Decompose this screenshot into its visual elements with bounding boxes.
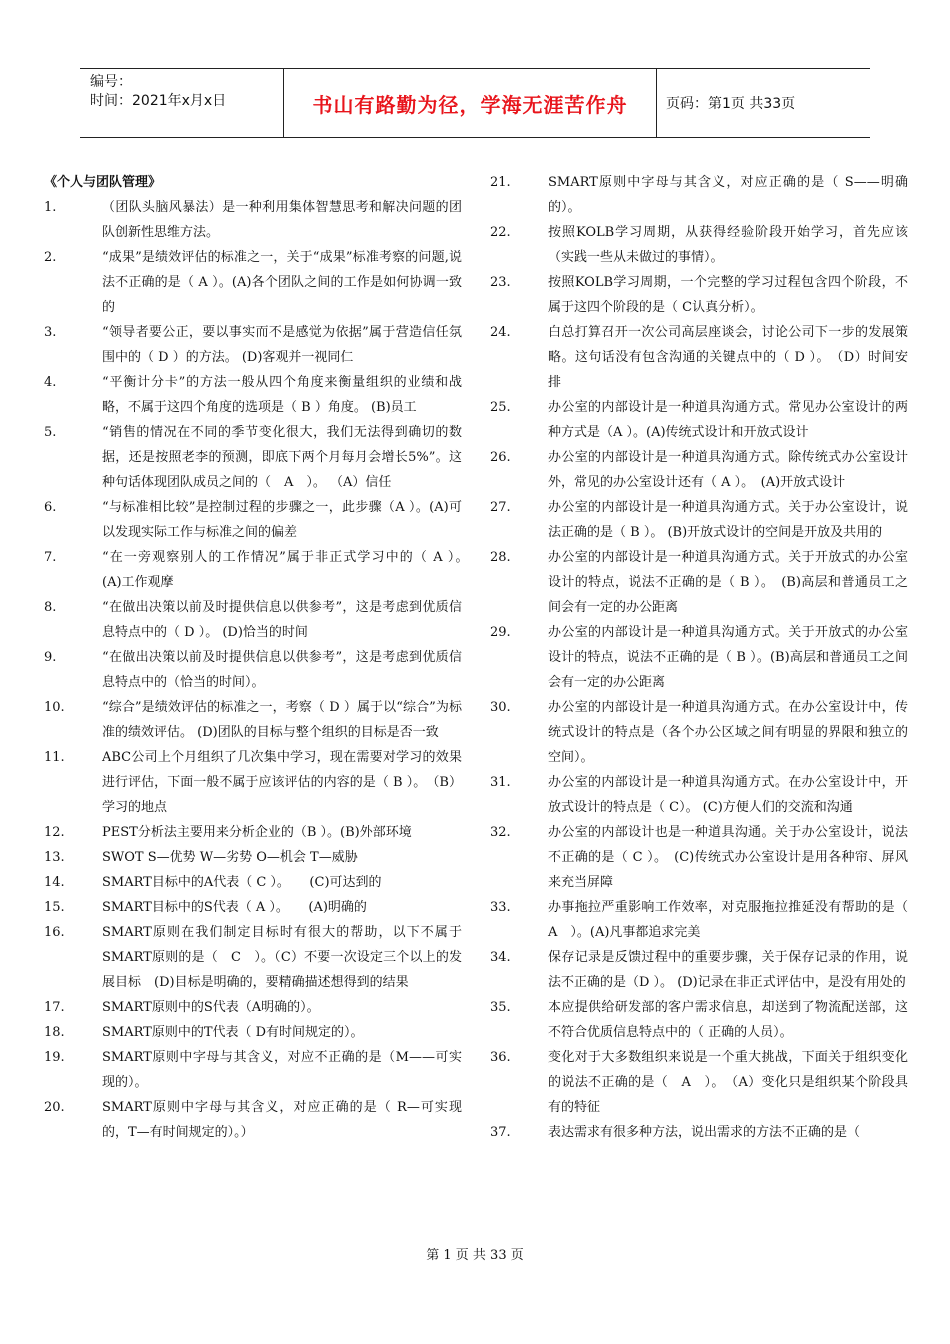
question-text: 办事拖拉严重影响工作效率，对克服拖拉推延没有帮助的是（ A ）。(A)凡事都追求完美 [548,900,922,940]
question-number: 4. [44,375,57,390]
question-text: “在做出决策以前及时提供信息以供参考”，这是考虑到优质信息特点中的（ D ）。 (D)恰当的时间 [102,600,462,640]
question-text: 保存记录是反馈过程中的重要步骤，关于保存记录的作用，说法不正确的是（D ）。 (D)记录在非正式评估中，是没有用处的 [548,950,908,990]
question-text: 办公室的内部设计是一种道具沟通方式。关于开放式的办公室设计的特点，说法不正确的是（ B ）。 (B)高层和普通员工之间会有一定的办公距离 [548,550,908,615]
question-text: SMART原则中字母与其含义，对应正确的是（ S——明确的）。 [548,175,908,215]
question-item [490,1045,910,1120]
question-text: 白总打算召开一次公司高层座谈会，讨论公司下一步的发展策略。这句话没有包含沟通的关键点中的（ D ）。 （D）时间安排 [548,325,908,390]
question-item [490,695,910,770]
question-text: SMART原则在我们制定目标时有很大的帮助，以下不属于SMART原则的是（ C ）。（C）不要一次设定三个以上的发展目标 (D)目标是明确的，要精确描述想得到的结果 [102,925,462,990]
question-item [44,495,464,545]
question-text: （团队头脑风暴法）是一种利用集体智慧思考和解决问题的团队创新性思维方法。 [102,200,462,240]
question-number: 9. [44,650,57,665]
question-text: 办公室的内部设计是一种道具沟通方式。在办公室设计中，传统式设计的特点是（各个办公区域之间有明显的界限和独立的空间）。 [548,700,908,765]
header-page-cell [656,69,870,137]
question-number: 3. [44,325,57,340]
question-text: 按照KOLB学习周期，从获得经验阶段开始学习，首先应该（实践一些从未做过的事情）。 [548,225,908,265]
question-item [44,1045,464,1095]
question-text: “在做出决策以前及时提供信息以供参考”，这是考虑到优质信息特点中的（恰当的时间）。 [102,650,462,690]
question-item [44,245,464,320]
question-text: 办公室的内部设计是一种道具沟通方式。除传统式办公室设计外，常见的办公室设计还有（ A ）。 (A)开放式设计 [548,450,908,490]
question-item [490,320,910,395]
question-number: 15. [44,900,65,915]
question-number: 21. [490,175,511,190]
question-item [490,620,910,695]
question-number: 37. [490,1125,511,1140]
question-text: SWOT S—优势 W—劣势 O—机会 T—威胁 [102,850,358,865]
question-number: 31. [490,775,511,790]
question-item [490,270,910,320]
question-item [44,545,489,595]
question-number: 6. [44,500,57,515]
question-text: “与标准相比较”是控制过程的步骤之一，此步骤（A ）。(A)可以发现实际工作与标准之间的偏差 [102,500,462,540]
question-item [490,770,910,820]
question-item [490,445,910,495]
question-number: 27. [490,500,511,515]
question-text: 办公室的内部设计也是一种道具沟通。关于办公室设计，说法不正确的是（ C ）。 (C)传统式办公室设计是用各种帘、屏风来充当屏障 [548,825,908,890]
code-label: 编号： [90,74,132,90]
question-number: 10. [44,700,65,715]
question-number: 5. [44,425,57,440]
question-text: 办公室的内部设计是一种道具沟通方式。关于办公室设计，说法正确的是（ B ）。 (B)开放式设计的空间是开放及共用的 [548,500,908,540]
question-number: 20. [44,1100,65,1115]
question-item [490,495,910,545]
question-number: 33. [490,900,511,915]
motto-text: 书山有路勤为径，学海无涯苦作舟 [312,92,628,117]
question-number: 1. [44,200,57,215]
question-text: SMART原则中字母与其含义，对应正确的是（ R—可实现的，T—有时间规定的）。） [102,1100,462,1140]
question-text: “在一旁观察别人的工作情况”属于非正式学习中的（ A ）。 (A)工作观摩 [102,550,489,590]
question-text: 按照KOLB学习周期，一个完整的学习过程包含四个阶段，不属于这四个阶段的是（ C认真分析）。 [548,275,908,315]
question-number: 26. [490,450,511,465]
question-item [44,820,464,845]
question-number: 24. [490,325,511,340]
question-item [44,320,464,370]
question-item [490,820,910,895]
question-item [44,845,464,870]
question-item [44,870,464,895]
question-item [44,1095,464,1145]
question-number: 14. [44,875,65,890]
question-number: 32. [490,825,511,840]
question-item [44,895,464,920]
page-footer: 第 1 页 共 33 页 [426,1248,524,1263]
question-text: SMART原则中的T代表（ D有时间规定的）。 [102,1025,364,1040]
question-text: “成果”是绩效评估的标准之一，关于“成果”标准考察的问题,说法不正确的是（ A ）。(A)各个团队之间的工作是如何协调一致的 [102,250,462,315]
question-item [44,995,464,1020]
question-text: SMART原则中的S代表（A明确的）。 [102,1000,320,1015]
question-text: 办公室的内部设计是一种道具沟通方式。关于开放式的办公室设计的特点，说法不正确的是（ B ）。(B)高层和普通员工之间会有一定的办公距离 [548,625,908,690]
question-item [44,695,464,745]
time-label: 时间：2021年x月x日 [90,93,227,109]
question-number: 29. [490,625,511,640]
question-number: 35. [490,1000,511,1015]
question-text: “综合”是绩效评估的标准之一，考察（ D ）属于以“综合”为标准的绩效评估。 (D)团队的目标与整个组织的目标是否一致 [102,700,462,740]
question-item [490,995,910,1045]
question-text: PEST分析法主要用来分析企业的（B ）。(B)外部环境 [102,825,412,840]
question-item [490,895,922,945]
question-item [44,595,464,645]
question-item [44,745,464,820]
question-text: “销售的情况在不同的季节变化很大，我们无法得到确切的数据，还是按照老李的预测，即底下两个月每月会增长5%”。这种句话体现团队成员之间的（ A ）。 （A）信任 [102,425,462,490]
page-header [80,68,870,138]
question-number: 25. [490,400,511,415]
question-number: 13. [44,850,65,865]
question-item [44,370,464,420]
question-number: 22. [490,225,511,240]
question-number: 18. [44,1025,65,1040]
question-item [490,945,910,995]
question-item [490,1120,910,1145]
question-number: 16. [44,925,65,940]
question-item [490,545,910,620]
question-number: 23. [490,275,511,290]
question-item [44,1020,464,1045]
right-column [490,170,922,1145]
question-number: 36. [490,1050,511,1065]
question-text: 办公室的内部设计是一种道具沟通方式。在办公室设计中，开放式设计的特点是（ C）。 (C)方便人们的交流和沟通 [548,775,908,815]
question-number: 17. [44,1000,65,1015]
question-number: 34. [490,950,511,965]
question-number: 19. [44,1050,65,1065]
question-number: 30. [490,700,511,715]
question-item [44,195,464,245]
question-number: 28. [490,550,511,565]
question-item [490,220,910,270]
question-text: SMART原则中字母与其含义，对应不正确的是（M——可实现的）。 [102,1050,462,1090]
question-item [44,920,464,995]
question-text: 变化对于大多数组织来说是一个重大挑战，下面关于组织变化的说法不正确的是（ A ）。 （A）变化只是组织某个阶段具有的特征 [548,1050,908,1115]
question-number: 8. [44,600,57,615]
question-text: 办公室的内部设计是一种道具沟通方式。常见办公室设计的两种方式是（A ）。(A)传统式设计和开放式设计 [548,400,908,440]
header-motto-cell [283,69,657,137]
question-number: 7. [44,550,57,565]
question-item [490,395,910,445]
question-item [44,645,464,695]
section-title: 《个人与团队管理》 [44,175,162,190]
question-text: 表达需求有很多种方法，说出需求的方法不正确的是（ [548,1125,861,1140]
question-text: SMART目标中的A代表（ C ）。 (C)可达到的 [102,875,382,890]
question-text: “领导者要公正，要以事实而不是感觉为依据”属于营造信任氛围中的（ D ）的方法。 (D)客观并一视同仁 [102,325,462,365]
header-left-cell [80,69,280,137]
question-item [44,420,464,495]
question-number: 11. [44,750,65,765]
question-number: 12. [44,825,65,840]
question-text: “平衡计分卡”的方法一般从四个角度来衡量组织的业绩和战略，不属于这四个角度的选项是（ B ）角度。 (B)员工 [102,375,462,415]
question-item [490,170,910,220]
question-text: SMART目标中的S代表（ A ）。 (A)明确的 [102,900,367,915]
left-column [44,170,489,1145]
question-text: ABC公司上个月组织了几次集中学习，现在需要对学习的效果进行评估，下面一般不属于应该评估的内容的是（ B ）。 （B）学习的地点 [102,750,462,815]
page-label: 页码：第1页 共33页 [666,96,796,112]
question-number: 2. [44,250,57,265]
question-text: 本应提供给研发部的客户需求信息，却送到了物流配送部，这不符合优质信息特点中的（ 正确的人员）。 [548,1000,908,1040]
